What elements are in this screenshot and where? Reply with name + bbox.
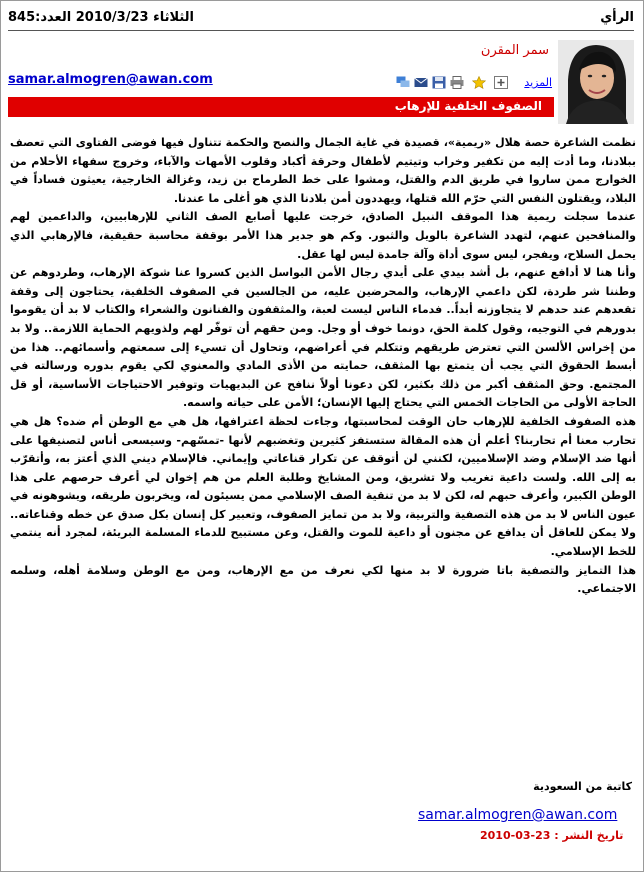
- article-toolbar: [372, 74, 552, 92]
- article-paragraph: نظمت الشاعرة حصة هلال «ريمية»، قصيدة في غاية الجمال والنصح والحكمة تتناول فيها فوضى الفتاوى التي تعصف ببلادنا، وما أدت إليه من تكفير وخراب وتيتيم لأطفال وحرقة أكباد وقلوب الأمهات والآباء، وخروج سفهاء الأحلام من الخوارج ممن ساروا في طريق الدم والقتل، ومشوا على خط الطرماح بن زيد، وغزالة الخارجية، يعيثون فساداً في البلاد، ويقتلون النفس التي حرّم الله قتلها، ويهددون أمن بلادنا الذي هو أغلى ما عندنا.: [10, 136, 636, 205]
- email-icon[interactable]: [414, 76, 428, 89]
- publish-date-label: تاريخ النشر :: [554, 829, 624, 842]
- author-email-bottom[interactable]: samar.almogren@awan.com: [418, 807, 618, 823]
- article-paragraph: عندما سجلت ريمية هذا الموقف النبيل الصادق، خرجت عليها أصابع الصف الثاني للإرهابيين، والداعمين لهم والمنافحين عنهم، لتهدد الشاعرة بالويل والثبور. وكم هو جدير هذا الأمر بوقفة محاسبة حقيقية، فالإرهابي الذي يحمل السلاح، ويفجر، ليس سوى أداة وآلة جامدة ليس لها عقل.: [10, 210, 636, 261]
- author-email-top[interactable]: samar.almogren@awan.com: [8, 72, 213, 87]
- author-name[interactable]: سمر المقرن: [480, 43, 549, 58]
- add-icon[interactable]: [494, 76, 508, 89]
- publish-date: [480, 829, 623, 842]
- article-title: الصفوف الخلفية للإرهاب: [394, 99, 542, 113]
- header-bar: [8, 10, 636, 30]
- article-body: [10, 134, 636, 599]
- issue-info: الثلاثاء 2010/3/23 العدد:845: [8, 10, 195, 25]
- article-paragraph: هذا التمايز والتصفية باتا ضرورة لا بد منها لكي نعرف من مع الإرهاب، ومن مع الوطن وسلامة أهله، وسلمه الاجتماعي.: [10, 563, 636, 596]
- author-photo: [558, 40, 634, 124]
- print-icon[interactable]: [450, 76, 464, 89]
- author-signature: كاتبة من السعودية: [533, 780, 632, 793]
- article-paragraph: هذه الصفوف الخلفية للإرهاب حان الوقت لمحاسبتها، وجاءت لحظة اعترافها، هل هي مع الوطن أم ضده؟ هل هي تحارب معنا أم تحاربنا؟ أعلم أن هذه المقالة ستستفز كثيرين وتغضبهم لأنها -تمسّهم- وسيسعى أناس لتصنيفها على أنها ضد الإسلام وضد الإسلاميين، لكنني لن أتوقف عن تكرار قناعاتي وإيماني. فالإسلام ديني الذي أعتز به، وأتقرّب به إلى الله. ولست داعية تغريب ولا تشريق، ومن المشايخ وطلبة العلم من هم إخوان لي أعرف حرصهم على هذا الوطن الكبير، وأعرف حبهم له، لكن لا بد من تنقية الصف الإسلامي ممن يسيئون له، ويخربون طريقه، ويشوهونه في عيون الناس لا بد من هذه التصفية والتربية، ولا بد من تمايز الصفوف، وتعبير كل إنسان بكل صدق عن خطه وقناعاته.. ولا يمكن للعاقل أن يدافع عن مجنون أو داعية للموت والقتل، وعن مستبيح للدماء المسلمة البريئة، لمجرد أنه ينتمي للخط الإسلامي.: [10, 414, 636, 559]
- publish-date-value: 23-03-2010: [480, 829, 551, 842]
- favorite-star-icon[interactable]: [472, 76, 486, 89]
- header-divider: [8, 30, 634, 31]
- title-bar: [8, 97, 554, 117]
- save-icon[interactable]: [432, 76, 446, 89]
- more-link[interactable]: المزيد: [524, 76, 552, 89]
- section-name: الرأي: [600, 10, 634, 25]
- article-paragraph: وأنا هنا لا أدافع عنهم، بل أشد بيدي على أيدي رجال الأمن البواسل الذين كسروا عنا شوكة الإرهاب، وطردوهم عن وطننا شر طردة، لكن داعمي الإرهاب، والمحرضين عليه، من الجالسين في الصفوف الخلفية، يحتاجون إلى وقفة تقعدهم عند حدهم لا يتجاوزنه أبداً.. فدماء الناس ليست لعبة، والمثقفون والفنانون والشعراء والكتاب لا بد أن يقوموا بدورهم في التوجيه، وقول كلمة الحق، دونما خوف أو وجل. ومن حقهم أن توفّر لهم ولذويهم الحماية اللازمة.. ولا بد من إخراس الألسن التي تعترض طريقهم وتتكلم في أعراضهم، وتحاول أن تسيء إلى سمعتهم وأسمائهم.. هذا من أبسط الحقوق التي يجب أن يتمتع بها المثقف، حمايته من الأذى المادي والمعنوي لكي يقوم بدوره ورسالته في المجتمع. وحق المثقف أكبر من ذلك بكثير، لكن دعونا أولاً ننافح عن البديهيات وتوفير الاحتياجات الأساسية، أو قل الحاجة الأولى من الحاجات الخمس التي يحتاج إليها الإنسان؛ الأمن على حياته واسمه.: [10, 266, 636, 410]
- comment-icon[interactable]: [396, 76, 410, 89]
- author-portrait-icon: [558, 40, 634, 124]
